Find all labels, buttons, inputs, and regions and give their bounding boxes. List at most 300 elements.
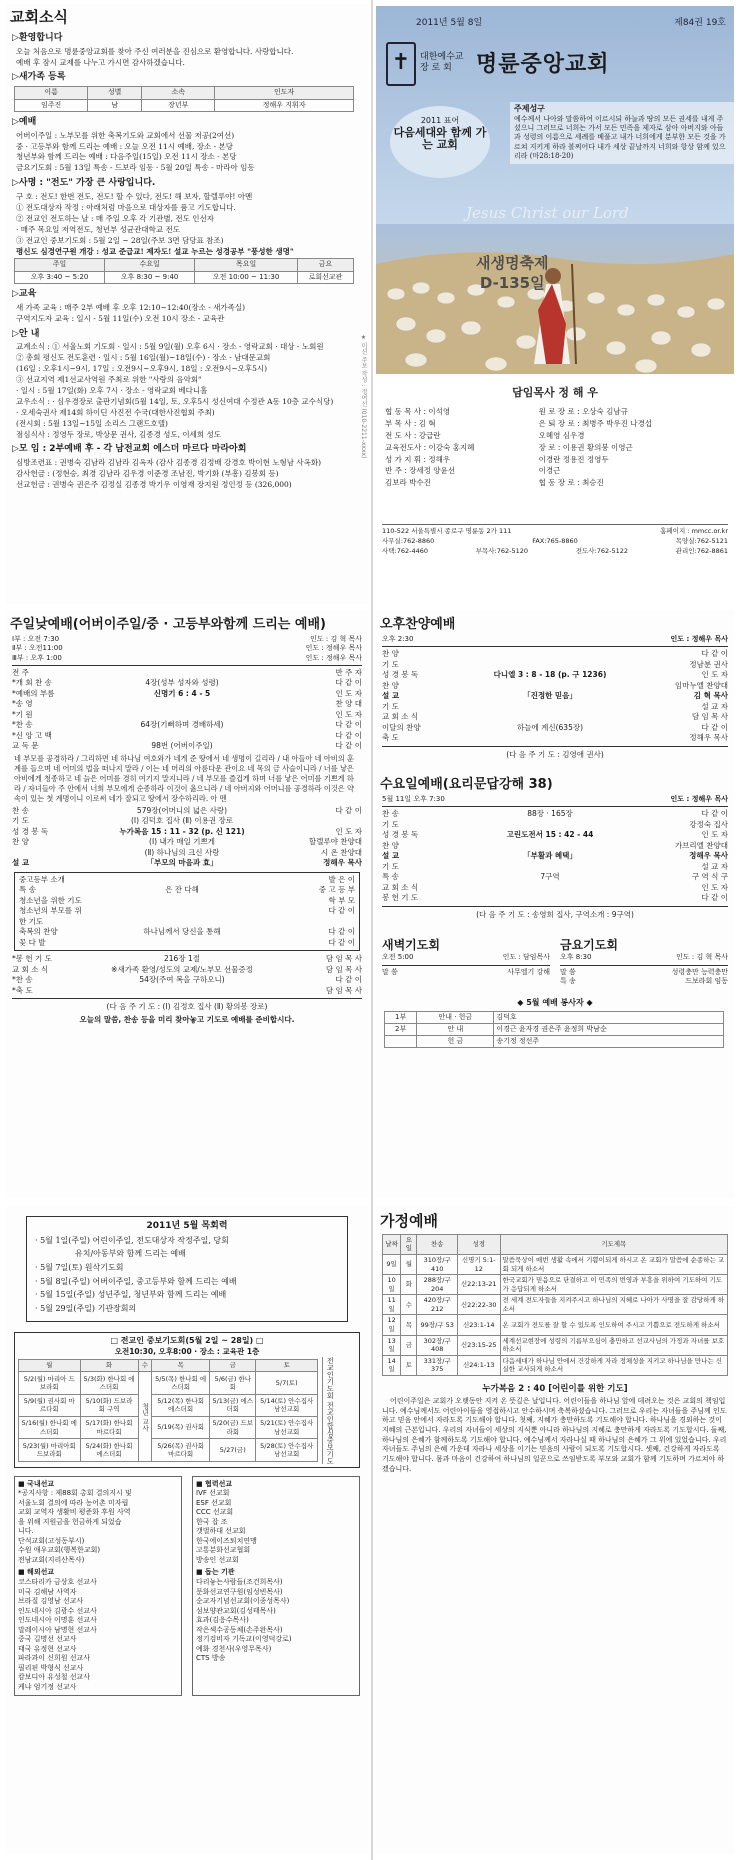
order-content: ※새가족 환영/성도의 교제/노부모 선물증정 [111,964,253,974]
service-time-label: Ⅰ부 : 오전 7:30 [12,635,60,644]
order-item: 기 도 [382,701,399,711]
order-leader: 인 도 자 [335,709,362,719]
list-item: ③ 전교인 중보기도회 : 5월 2일 ~ 28일(주보 3면 담당표 참조) [16,235,224,245]
list-item: 효과(김응수목사) [196,1616,249,1625]
list-item: 코스타리카 금상호 선교사 [18,1577,97,1586]
table-header: 인도자 [215,87,354,99]
order-item: 이달의 찬양 [382,722,421,732]
order-item: 전 주 [12,667,29,677]
table-header: 성별 [88,87,142,99]
table-cell: 안내 · 헌금 [417,1011,494,1023]
order-content [446,893,654,904]
table-cell: 5/9(월) 권사회 마르다회 [19,1394,81,1416]
table-cell: 목 [401,1315,417,1335]
order-content: 누가복음 15 : 11 - 32 (p. 신 121) [119,826,245,836]
table-cell: 302장/구 408 [417,1335,457,1355]
intercession-schedule [14,1332,360,1468]
table-cell: 5/5(목) 한나회 에스더회 [152,1372,210,1394]
order-item: *찬 송 [12,720,33,730]
table-header: 요일 [401,1234,417,1254]
phone: 사택:762-4460 [382,546,429,555]
table-header: 소속 [142,87,215,99]
table-cell: 5/26(목) 권사회 마르다회 [152,1439,210,1461]
list-item: 감사헌금 : (정현승, 최경 김남라 김우경 이준경 조남진, 박기화 (부흥) 김봉회 등) [16,469,279,479]
table-cell: 전 세계 전도자들을 지켜주시고 하나님의 지혜로 나아가 사명을 잘 감당하게 하소서 [500,1295,727,1315]
table-cell: 13일 [383,1335,401,1355]
list-item: 태국 유정현 선교사 [18,1644,77,1653]
table-row [382,465,728,477]
table-cell: 로회선교관 [298,271,354,283]
table-row [383,1355,728,1375]
friday-prayer [560,938,728,987]
table-cell: 오전 10:00 ~ 11:30 [195,271,298,283]
table-cell: 화 [401,1275,417,1295]
afternoon-worship-title: 오후찬양예배 [380,617,456,632]
intercession-subtitle: 오전10:30, 오후8:00 · 장소 : 교육관 1층 [114,1346,260,1356]
table-cell: 5/10(화) 드보라회 구역 [80,1394,138,1416]
table-header: 성경 [457,1234,500,1254]
order-leader: 인 도 자 [335,826,362,836]
table-header: 목요일 [195,259,298,271]
service-time-label: 오후 8:30 [560,953,592,962]
list-item: CTS 방송 [196,1654,226,1663]
list-item: 전남교회(지리산목사) [18,1555,85,1564]
table-row [19,1394,318,1416]
dawn-prayer-title: 새벽기도회 [382,937,440,952]
table-cell: 5/13(금) 에스더회 [210,1394,256,1416]
table-cell: 5/14(토) 안수집사 남선교회 [256,1394,318,1416]
issue-number: 제84권 19호 [674,18,726,28]
order-item: 말 씀 [560,967,576,976]
order-leader: 다 같 이 [701,893,728,903]
order-content [446,702,654,713]
table-cell: 정해우 지휘자 [215,99,354,111]
sermon-title: 「진정한 믿음」 [523,691,577,701]
order-item: 교 회 소 식 [12,964,49,974]
table-cell: 청년 교사 [138,1372,152,1461]
wednesday-worship-title: 수요일예배(요리문답강해 38) [380,776,553,792]
table-cell: 김덕호 [494,1011,724,1023]
order-item: 청소년의 부모를 위한 기도 [19,906,82,926]
list-item: 순교자기념선교회(이종성목사) [196,1597,290,1606]
welcome-text-2: 예배 후 잠시 교제를 나누고 가시면 감사하겠습니다. [16,57,185,67]
order-item: *찬 송 [12,975,33,985]
side-note-text: 전교인기도회 [326,1356,335,1399]
table-cell: 5/19(목) 권사회 [152,1417,210,1439]
order-of-service [382,649,728,744]
list-item: 교회 교역자 생활비 평준화 후원 사역 [18,1508,131,1517]
table-row [15,99,354,111]
list-item: 유치/아동부와 함께 드리는 예배 [75,1249,186,1259]
order-item: 성 경 봉 독 [12,826,49,836]
order-leader: 시 온 찬양대 [321,847,362,857]
table-row [382,406,728,418]
table-cell: 이경근 윤자경 권은주 윤정희 박남순 [494,1023,724,1035]
table-cell: 원 로 장 로 : 오상숙 김남규 [538,407,628,416]
table-row [383,1295,728,1315]
table-cell: 장년부 [142,99,215,111]
coop-mission-title: ■ 협력선교 [196,1479,233,1488]
order-leader: 설 교 자 [701,861,728,871]
list-item: 문화선교연구원(임성빈목사) [196,1587,283,1596]
list-item: 캄보디아 유성철 선교사 [18,1673,91,1682]
bulletin-date: 2011년 5월 8일 [416,18,483,28]
table-cell: 남 [88,99,142,111]
denomination-line: 장 로 회 [420,62,452,73]
mission-title: ▷사명 : "전도" 가장 큰 사랑입니다. [12,178,156,189]
service-time-label: Ⅲ부 : 오후 1:00 [12,653,62,662]
table-row [383,1335,728,1355]
order-leader: 인 도 자 [701,670,728,680]
order-content [76,699,288,710]
phone: 목양실:762-5121 [675,536,728,545]
countdown-badge [476,254,548,294]
table-cell: 99장/구 53 [417,1315,457,1335]
service-time-label: 오전 5:00 [382,953,414,962]
table-cell: 5/21(토) 안수집사 남선교회 [256,1417,318,1439]
order-item: 기 도 [382,819,399,829]
theme-verse [510,102,734,164]
list-item: 서울노회 결의에 따라 농어촌 미자립 [18,1498,129,1507]
table-cell: 신22:13-21 [457,1275,500,1295]
domestic-mission-title: ■ 국내선교 [18,1479,55,1488]
order-item: 찬 양 [382,680,399,690]
table-cell: 9일 [383,1254,401,1274]
order-content: 은 잔 다해 [165,885,199,895]
order-content: (Ⅰ) 김덕호 집사 (Ⅱ) 이용권 장로 [131,816,233,826]
order-leader: 정해우 목사 [323,858,362,868]
order-leader: 다 같 이 [701,809,728,819]
order-item: 찬 송 [12,805,29,815]
table-cell: 신23:1-14 [457,1315,500,1335]
order-item: 기 도 [382,861,399,871]
order-of-service [382,809,728,904]
order-item: 교 회 소 식 [382,882,419,892]
table-cell: 12일 [383,1315,401,1335]
order-item: *개 회 찬 송 [12,678,52,688]
order-content [446,712,654,723]
table-cell: 5/27(금) [210,1439,256,1461]
order-content: 64장(기뻐하며 경배하세) [140,720,224,730]
order-content: 고린도전서 15 : 42 - 44 [506,830,594,840]
order-item: 말 씀 [382,967,398,976]
list-item: CCC 선교회 [196,1508,234,1517]
order-content [446,820,654,831]
countdown-days: D-135일 [479,273,545,292]
order-leader: 다 같 이 [335,678,362,688]
list-item: 고통분화선교협회 [196,1546,251,1555]
table-header: 기도제목 [500,1234,727,1254]
list-item: 섬보양관교회(김성태목사) [196,1606,276,1615]
theme-text: 예수께서 나아와 말씀하여 이르시되 하늘과 땅의 모든 권세를 내게 주셨으니 그러므로 너희는 가서 모든 민족을 제자로 삼아 아버지와 아들과 성령의 이름으로 세례를 베풀고 내가 너희에게 분부한 모든 것을 가르쳐 지키게 하라 볼찌어다 내가 세상 끝날까지 너희와 항상 함께 있으리라 (마28:18-20) [514,114,726,161]
motto-year: 2011 표어 [420,116,460,125]
order-content [446,841,654,852]
list-item: · 5월 7일(토) 원삭기도회 [35,1262,124,1272]
order-leader: 다 같 이 [335,720,362,730]
list-item: 청년부와 함께 드리는 예배 : 다음주일(15일) 오전 11시 장소 - 본당 [16,152,237,162]
welcome-text: 오늘 처음으로 명륜중앙교회를 찾아 주신 여러분을 진심으로 환영합니다. 사랑합니다. [16,46,294,56]
table-row [19,1372,318,1394]
order-leader: 발 은 이 [328,874,355,884]
list-item: · 5월 1일(주일) 어린이주일, 전도대상자 작정주일, 당회 [35,1235,229,1245]
table-row [385,1036,724,1048]
sermon-title: 「부모의 마음과 효」 [146,858,218,868]
order-leader: 할렐루야 찬양대 [308,837,362,847]
education-title: ▷교육 [12,288,37,299]
intercession-body [18,1357,356,1464]
table-row [382,418,728,430]
order-item: 찬 양 [382,649,399,659]
list-item: (전시회 : 5월 13일~15일 소리스 그랜드호텔) [16,418,168,428]
order-item: 특 송 [382,872,399,882]
order-item: 찬 송 [382,809,399,819]
list-item: · 5월 29일(주일) 기관장회의 [35,1303,137,1313]
pastoral-calendar [26,1216,348,1322]
order-content [76,668,288,679]
order-item: 설 교 [382,851,400,861]
next-week-prayer: (다 음 주 기 도 : (Ⅰ) 김정호 집사 (Ⅱ) 황의봉 장로) [106,1002,268,1012]
family-worship-panel [376,1206,734,1854]
phone: 사무실:762-8860 [382,536,435,545]
order-item: 찬 양 [12,837,29,847]
table-cell: 한국교회가 믿음으로 단결하고 이 민족의 번영과 부흥을 위하여 기도하여 기도가 응답되게 하소서 [500,1275,727,1295]
order-content: 7구역 [540,872,560,882]
church-news-panel [6,4,368,604]
order-leader: 중 고 등 부 [318,885,355,895]
order-leader: 찬 양 대 [335,699,362,709]
order-item: *송 영 [12,699,33,709]
order-leader: 다 같 이 [328,906,355,916]
countdown-title: 새생명축제 [476,254,549,272]
meeting-title: ▷모 임 : 2부예배 후 - 각 남전교회 에스더 마르다 마라아회 [12,444,247,455]
address: 110-522 서울특별시 종로구 명륜동 2가 111 [382,527,512,535]
order-content: 사무엘기 강해 [507,967,550,976]
order-item: 성 경 봉 독 [382,670,419,680]
order-of-service [12,668,362,752]
shepherd-sheep-illustration [376,224,734,374]
table-cell: 오후 8:30 ~ 9:40 [105,271,195,283]
table-cell: 신22:22-30 [457,1295,500,1315]
table-header: 이름 [15,87,88,99]
table-cell: 은 퇴 장 로 : 최병주 박우진 나경섭 [538,418,653,428]
table-row [382,442,728,454]
order-content: 4장(성부 성자와 성령) [145,678,219,688]
order-item: 봉 헌 기 도 [382,893,419,903]
table-row [383,1254,728,1274]
intercession-side-note [322,1357,334,1464]
order-leader: 정남분 권사 [689,659,728,669]
table-cell: 교육전도사 : 이강숙 홍지혜 [385,442,475,452]
staff-table [382,406,728,489]
list-item: 파라과이 신희원 선교사 [18,1654,91,1663]
order-leader: 가브리엘 찬양대 [674,840,728,850]
responsive-reading: 네 부모를 공경하라 / 그리하면 네 하나님 여호와가 네게 준 땅에서 네 생명이 길리라 / 내 아들아 네 아비의 훈계를 들으며 네 어미의 법을 떠나지 말라 / 이는 네 머리의 아름다운 관이요 네 목의 금 사슬이니라 / 너를 낳은 아비에게 청종하고 네 늙은 어미를 경히 여기지 말지니라 / 네 부모를 즐겁게 하며 너를 낳은 어미를 기쁘게 하라 / 자녀들아 주 안에서 너희 부모에게 순종하라 이것이 옳으니라 / 네 아버지와 어머니를 공경하라 이것은 약속이 있는 첫 계명이니 이로써 네가 잘되고 땅에서 장수하리라. 아 멘 [14,753,354,803]
order-leader: 설 교 자 [701,701,728,711]
order-of-service [12,806,362,869]
table-row [382,454,728,466]
order-leader: 담 임 목 사 [325,964,362,974]
table-cell: 오혜영 심우경 [538,430,585,440]
order-content: 다니엘 3 : 8 - 18 (p. 구 1236) [493,670,607,680]
phone: 전도사:762-5122 [575,546,629,555]
table-header: 금요 [298,259,354,271]
table-header: 금 [210,1359,256,1372]
service-time-label: 5월 11일 오후 7:30 [382,794,445,803]
calendar-missions-panel [6,1206,368,1854]
service-time-label: Ⅱ부 : 오전11:00 [12,644,63,653]
order-item: *축 도 [12,985,33,995]
order-item: 특 송 [560,976,576,985]
homepage: 홈페이지 : mmcc.or.kr [660,527,728,535]
order-leader: 담 임 목 사 [325,985,362,995]
order-item: 중고등부 소개 [19,874,65,884]
list-item: 단석교회(고성동부시) [18,1536,85,1545]
bible-study-table [14,258,354,283]
table-cell: 김보라 박수진 [385,478,431,488]
table-cell: 288장/구 204 [417,1275,457,1295]
order-content: 신명기 6 : 4 - 5 [153,688,211,698]
list-item: ESF 선교회 [196,1498,232,1507]
list-item: 한국 잡 조 [196,1517,228,1526]
table-cell: 성 가 지 휘 : 정해우 [385,454,451,464]
cover-header [416,18,726,30]
meditation-title: 누가복음 2 : 40 [어린이를 위한 기도] [482,1383,628,1394]
service-time [12,654,362,663]
table-cell: 안 내 [417,1023,494,1035]
table-header: 목 [152,1359,210,1372]
sunday-worship-panel [6,610,368,1198]
church-address [382,524,728,556]
table-row [382,477,728,489]
order-content: 98번 (어버이주일) [151,741,213,751]
list-item: 필리핀 박형식 선교사 [18,1663,84,1672]
order-content: 드보라회 임동 [685,976,728,985]
service-leader: 인도 : 정해우 목사 [670,794,728,803]
list-item: 중 · 고등부와 함께 드리는 예배 : 오늘 오전 11시 예배, 장소 - 본당 [16,141,233,151]
theme-title: 주제성구 [514,104,545,113]
table-header: 날짜 [383,1234,401,1254]
denomination-line: 대한예수교 [420,52,464,62]
order-content [83,938,281,949]
table-header: 수 [138,1359,152,1372]
table-row [385,1023,724,1035]
order-leader: 학 부 모 [328,895,355,905]
weekly-services-panel [376,610,734,1198]
service-leader: 인도 : 정해우 목사 [305,653,362,662]
order-item: 기 도 [382,659,399,669]
order-leader: 구 역 식 구 [691,872,728,882]
denomination [420,52,463,74]
page-fold [371,0,373,1860]
table-header: 주일 [15,259,105,271]
table-cell: 5/16(월) 한나회 에스더회 [19,1417,81,1439]
mission-lists [14,1476,360,1696]
sunday-worship-title: 주일낮예배(어버이주일/중 · 고등부와함께 드리는 예배) [10,617,326,632]
list-item: (16일 : 오후1시~9시, 17일 : 오전9시~오후9시, 18일 : 오전9시~오후5시) [16,364,268,374]
order-leader: 다 같 이 [328,927,355,937]
list-item: 심방조련표 : 권병숙 김남라 김남라 김옥자 (감사 김종경 김정배 강경호 박이현 노형남 사옥화) [16,458,322,468]
table-cell: 1부 [385,1011,417,1023]
list-item: 인도네시아 김광수 선교사 [18,1606,97,1615]
list-item: ③ 선교지역 제1선교사역원 주최로 위한 "사랑의 음악회" [16,375,202,385]
list-item: ① 전도대상자 작정 : 아래처럼 마음으로 대상자를 품고 기도합니다. [16,203,236,212]
list-item: 말레이시아 남명현 선교사 [18,1625,97,1634]
list-item: 을 위해 지원금을 헌금하게 되었습 [18,1517,122,1526]
table-cell: 반 주 : 장세정 양윤선 [385,466,456,476]
order-content: 하나님께서 당신을 통해 [143,927,221,937]
meditation-text: 어린이주일은 교회가 오랫동안 지켜 온 뜻깊은 날입니다. 어린이들을 하나님 앞에 데려오는 것은 교회의 책임입니다. 예수님께서도 어린아이들을 영접하시고 안수하시며 축복하셨습니다. 그러므로 우리는 자녀들을 주님께 인도하고 믿음 안에서 자라도록 기도해야 합니다. 첫째, 지혜가 충만하도록 기도해야 합니다. 하나님을 경외하는 것이 지혜의 근본입니다. 우리의 자녀들이 세상의 지식뿐 아니라 하나님의 지혜로 충만하게 자라도록 기도합시다. 둘째, 하나님의 은혜가 함께하도록 기도해야 합니다. 예수님께서 자라나실 때 하나님의 은혜가 그 위에 있었습니다. 우리 자녀들도 주님의 은혜 가운데 자라나 세상을 이기는 믿음의 사람이 되도록 기도합시다. 셋째, 건강하게 자라도록 기도해야 합니다. 몸과 마음이 건강하여 하나님의 일꾼으로 쓰임받도록 부모와 교회가 함께 기도하며 가르쳐야 하겠습니다. [382,1397,727,1473]
dawn-prayer [382,938,550,987]
order-content [76,710,288,721]
order-content [446,862,654,873]
order-content [83,906,281,927]
service-time [12,635,362,644]
table-cell: 2부 [385,1023,417,1035]
order-content [83,875,281,886]
sermon-title: 「부활과 혜택」 [523,851,577,861]
table-cell: 신24:1-13 [457,1355,500,1375]
table-cell: 오후 3:40 ~ 5:20 [15,271,105,283]
guide-title: ▷안 내 [12,328,40,339]
list-item: 케냐 엄기정 선교사 [18,1682,77,1691]
order-item: 꽃 다 발 [19,937,46,947]
table-cell: 이경란 정용진 정영두 [538,454,609,464]
order-leader: 정해우 목사 [689,733,728,743]
list-item: 선교헌금 : 권병숙 권은주 김정실 김종경 박기우 이영재 장지원 정인정 등 (326,000) [16,480,292,490]
order-item: 설 교 [382,691,400,701]
list-item: 한국에이즈퇴치연맹 [196,1536,257,1545]
order-content [446,660,654,671]
closing-note: 오늘의 말씀, 찬송 등을 미리 찾아놓고 기도로 예배를 준비합시다. [79,1014,295,1024]
order-leader: 다 같 이 [701,722,728,732]
order-content [76,731,288,742]
table-header: 수요일 [105,259,195,271]
service-time [12,644,362,653]
table-cell: 331장/구 375 [417,1355,457,1375]
friday-prayer-title: 금요기도회 [560,937,618,952]
table-cell [385,1036,417,1048]
intercession-table [18,1359,318,1462]
table-cell: 온 교회가 전도를 잘 할 수 있도록 인도하여 주시고 기쁨으로 전도하게 하소서 [500,1315,727,1335]
worship-title: ▷예배 [12,116,37,127]
list-item: 정기검비자 기독교(이영덕강로) [196,1635,292,1644]
list-item: 구역지도자 교육 : 일시 - 5월 11일(수) 오전 10시 장소 - 교육관 [16,313,225,323]
list-item: 점심식사 : 정영두 장로, 박상문 권사, 김종경 성도, 이세희 성도 [16,429,222,439]
service-leader: 인도 : 김 혁 목사 [310,635,362,644]
list-item: 평신도 심경연구원 개강 : 성교 준급교! 제자도! 설교 누르는 성경공부 "풍성한 생명" [16,246,294,256]
youth-program [19,875,355,949]
list-item: 작은섹수공동체(손주완목사) [196,1625,283,1634]
order-item: 기 도 [12,816,29,826]
list-item: 중국 길명선 선교사 [18,1635,77,1644]
order-content: 하늘에 계신(635장) [516,722,584,732]
list-item: 수원 애우교회(행복한교회) [18,1546,101,1555]
table-row [385,1011,724,1023]
table-cell: 월 [401,1254,417,1274]
list-item: · 오세숙권사 제14회 하이딘 사진전 수국(대한사진협회 주최) [16,407,215,417]
motto-bubble [390,106,490,178]
order-item: 찬 양 [382,840,399,850]
order-leader: 다 같 이 [328,937,355,947]
list-item: 새 가족 교육 : 매주 2부 예배 후 오후 12:10~12:40(장소 - 새가족실) [16,302,246,312]
list-item: 방송인 선교회 [196,1555,239,1564]
table-cell: 협 동 목 사 : 이석영 [385,407,451,416]
order-content: 579장(어머니의 넓은 사랑) [136,805,228,815]
table-cell: 말씀묵상이 매번 생활 속에서 기쁨이되게 하시고 온 교회가 말씀에 순종하는 교회 되게 하소서 [500,1254,727,1274]
table-cell: 수 [401,1295,417,1315]
list-item: 브라질 김영남 선교사 [18,1597,84,1606]
table-header: 화 [80,1359,138,1372]
